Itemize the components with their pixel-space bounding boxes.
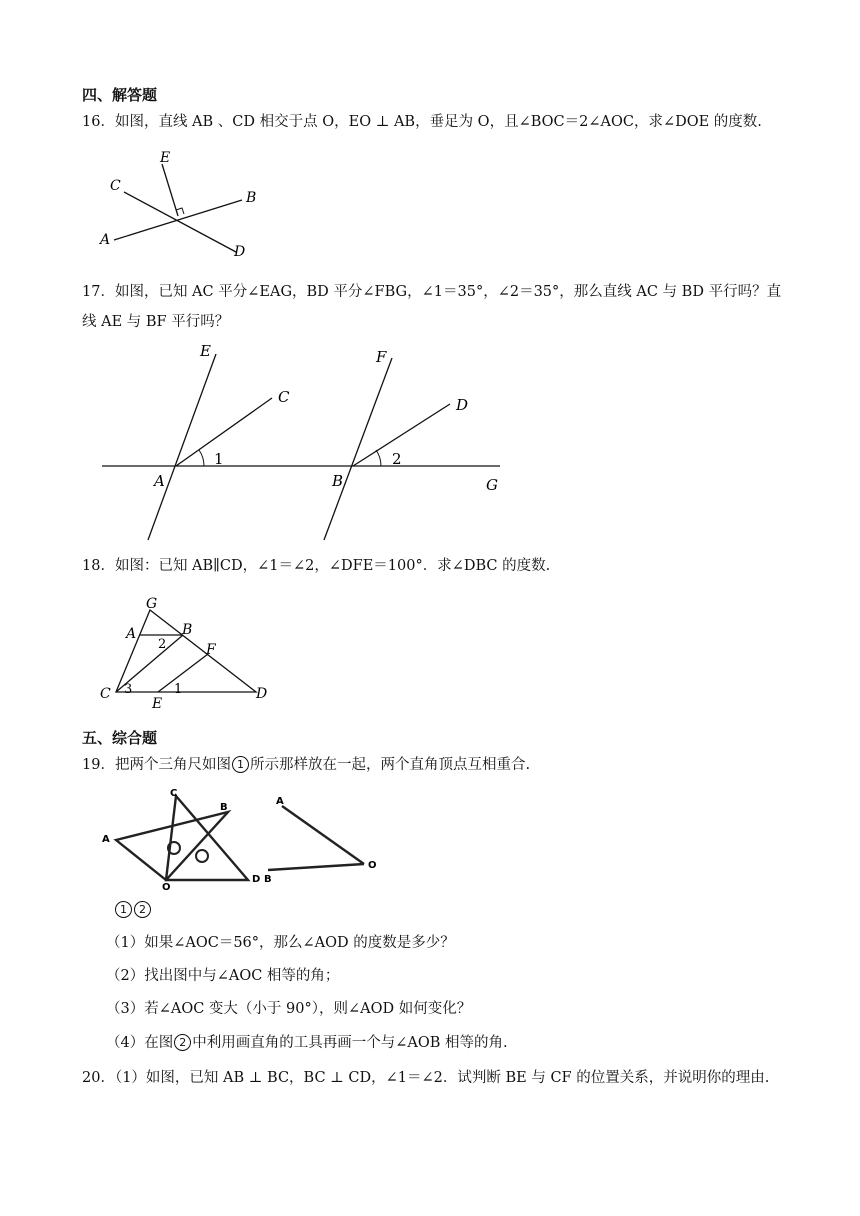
label-f: F <box>376 348 387 366</box>
segment-ef <box>158 654 208 692</box>
label-1: 1 <box>214 450 224 468</box>
question-19-intro <box>82 755 530 775</box>
question-18-figure <box>96 594 276 710</box>
label-b: B <box>182 622 193 638</box>
question-19-sub4 <box>106 1033 508 1053</box>
label-2: 2 <box>392 450 402 468</box>
label-e: E <box>160 150 171 166</box>
ray-oa <box>282 806 364 864</box>
label-a: A <box>100 232 111 248</box>
label-1: 1 <box>174 682 183 697</box>
line-ab <box>114 200 242 240</box>
label-g: G <box>486 476 498 494</box>
label-a2: A <box>276 796 284 807</box>
question-16-text: 16．如图，直线 AB 、CD 相交于点 O，EO ⊥ AB，垂足为 O，且∠BOC＝2∠AOC，求∠DOE 的度数. <box>82 114 762 130</box>
label-g: G <box>146 596 158 612</box>
question-17-figure <box>96 340 516 546</box>
figure-2-ref: 2 <box>174 1034 191 1051</box>
figure-captions <box>114 900 152 920</box>
line-ae <box>148 354 216 540</box>
label-b: B <box>332 472 344 490</box>
sub4-text-b: 中利用画直角的工具再画一个与∠AOB 相等的角. <box>192 1035 508 1051</box>
ray-ob <box>268 864 364 870</box>
label-c: C <box>110 178 121 194</box>
label-d: D <box>234 244 246 260</box>
label-a: A <box>126 626 137 642</box>
angle-1-arc <box>199 450 204 466</box>
label-d: D <box>256 686 268 702</box>
figure-1-caption: 1 <box>115 901 132 918</box>
question-16-figure <box>96 144 276 264</box>
sub4-text-a: （4）在图 <box>106 1035 174 1051</box>
label-3: 3 <box>124 682 133 697</box>
label-e: E <box>200 342 211 360</box>
question-19-sub3: （3）若∠AOC 变大（小于 90°），则∠AOD 如何变化？ <box>106 1001 472 1017</box>
label-o: O <box>162 882 171 892</box>
intro-text-b: 所示那样放在一起，两个直角顶点互相重合. <box>249 757 531 773</box>
label-2: 2 <box>158 637 167 652</box>
label-c: C <box>170 788 178 799</box>
angle-2-arc <box>376 450 381 466</box>
figure-2-caption: 2 <box>134 901 151 918</box>
question-19-sub1: （1）如果∠AOC＝56°，那么∠AOD 的度数是多少？ <box>106 935 455 951</box>
label-d: D <box>252 874 261 885</box>
label-o2: O <box>368 860 377 871</box>
question-19-sub2: （2）找出图中与∠AOC 相等的角； <box>106 968 340 984</box>
ray-ac <box>176 398 272 466</box>
question-20-text: 20．（1）如图，已知 AB ⊥ BC，BC ⊥ CD，∠1＝∠2．试判断 BE 与 CF 的位置关系，并说明你的理由. <box>82 1070 770 1086</box>
line-cd <box>124 192 236 252</box>
intro-text-a: 19．把两个三角尺如图 <box>82 757 231 773</box>
label-a: A <box>102 834 110 845</box>
line-bf <box>324 358 392 540</box>
section-title: 四、解答题 <box>82 86 158 104</box>
hole-2 <box>196 850 208 862</box>
line-eo <box>162 164 178 216</box>
question-18-text: 18．如图：已知 AB∥CD，∠1＝∠2，∠DFE＝100°．求∠DBC 的度数. <box>82 558 551 574</box>
label-c: C <box>278 388 290 406</box>
label-b2: B <box>264 874 272 885</box>
question-17-line1: 17．如图，已知 AC 平分∠EAG，BD 平分∠FBG，∠1＝35°，∠2＝35°，那么直线 AC 与 BD 平行吗？直 <box>82 284 782 300</box>
label-c: C <box>100 686 111 702</box>
question-17-line2: 线 AE 与 BF 平行吗？ <box>82 314 230 330</box>
figure-1-ref: 1 <box>232 756 249 773</box>
question-19-figure <box>96 784 396 892</box>
label-b: B <box>246 190 257 206</box>
label-d: D <box>456 396 469 414</box>
label-f: F <box>206 642 216 658</box>
label-e: E <box>152 696 163 710</box>
label-b: B <box>220 802 228 813</box>
section-title: 五、综合题 <box>82 729 158 747</box>
label-a: A <box>154 472 165 490</box>
